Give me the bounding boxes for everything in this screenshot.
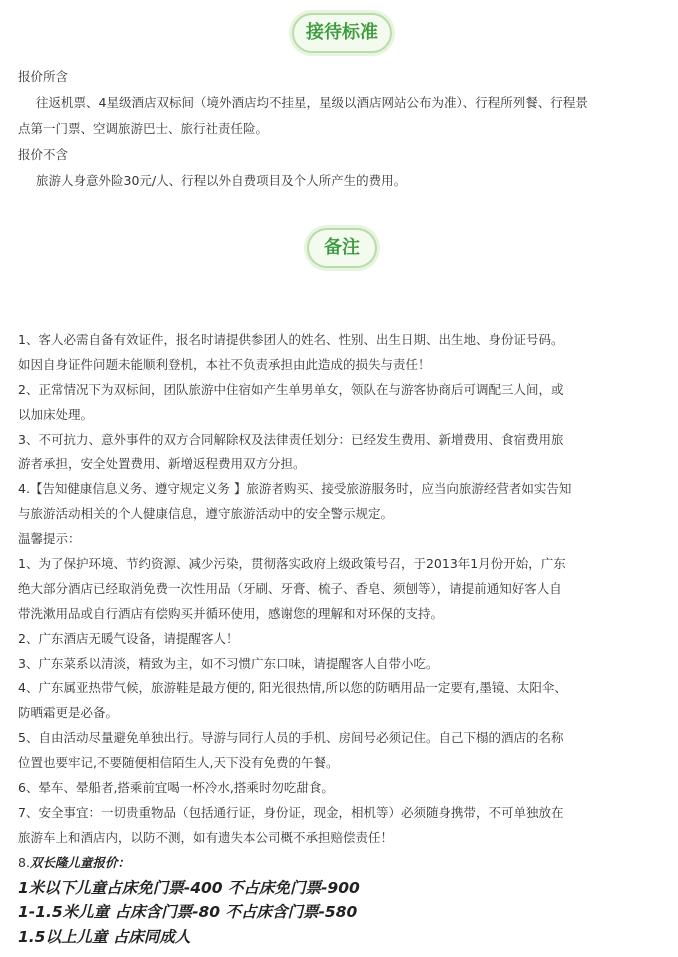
note-line: 4.【告知健康信息义务、遵守规定义务 】旅游者购买、接受旅游服务时，应当向旅游经营者如实告知 <box>18 481 572 497</box>
child-price-line: 1-1.5米儿童 占床含门票-80 不占床含门票-580 <box>18 903 358 922</box>
child-price-heading <box>18 851 666 876</box>
note-line: 旅游车上和酒店内，以防不测，如有遗失本公司概不承担赔偿责任！ <box>18 829 394 845</box>
note-line: 7、安全事宜：一切贵重物品（包括通行证，身份证，现金，相机等）必须随身携带，不可单独放在 <box>18 804 564 820</box>
included-text: 往返机票、4星级酒店双标间（境外酒店均不挂星，星级以酒店网站公布为准）、行程所列餐、行程景 <box>36 95 588 110</box>
note-line: 1、客人必需自备有效证件，报名时请提供参团人的姓名、性别、出生日期、出生地、身份证号码。 <box>18 332 564 347</box>
note-line: 带洗漱用品或自行酒店有偿购买并循环使用，感谢您的理解和对环保的支持。 <box>18 605 444 621</box>
note-line: 2、广东酒店无暖气设备，请提醒客人！ <box>18 630 239 646</box>
excluded-text: 旅游人身意外险30元/人、行程以外自费项目及个人所产生的费用。 <box>36 173 407 188</box>
note-line: 1、为了保护环境、节约资源、减少污染，贯彻落实政府上级政策号召，于2013年1月份开始，广东 <box>18 556 566 572</box>
note-line: 4、广东属亚热带气候，旅游鞋是最方便的, 阳光很热情,所以您的防晒用品一定要有,墨镜、太阳伞、 <box>18 680 567 696</box>
note-line: 3、不可抗力、意外事件的双方合同解除权及法律责任划分：已经发生费用、新增费用、食宿费用旅 <box>18 431 564 447</box>
warm-tips-heading: 温馨提示： <box>18 531 81 547</box>
notes-content <box>18 328 666 950</box>
section-title-reception-standard: 接待标准 <box>292 13 392 53</box>
child-price-line: 1.5以上儿童 占床同成人 <box>18 928 191 947</box>
note-line: 位置也要牢记,不要随便相信陌生人,天下没有免费的午餐。 <box>18 755 339 771</box>
note-line: 与旅游活动相关的个人健康信息，遵守旅游活动中的安全警示规定。 <box>18 506 394 522</box>
note-line: 防晒霜更是必备。 <box>18 705 119 721</box>
note-line: 绝大部分酒店已经取消免费一次性用品（牙刷、牙膏、梳子、香皂、须刨等），请提前通知好客人自 <box>18 580 562 596</box>
included-text-continued: 点第一门票、空调旅游巴士、旅行社责任险。 <box>18 121 269 136</box>
note-line: 6、晕车、晕船者,搭乘前宜喝一杯冷水,搭乘时勿吃甜食。 <box>18 780 334 796</box>
note-line: 3、广东菜系以清淡，精致为主，如不习惯广东口味，请提醒客人自带小吃。 <box>18 655 439 671</box>
child-price-title: 双长隆儿童报价： <box>29 854 130 870</box>
reception-standard-content <box>18 64 666 194</box>
section-title-notes: 备注 <box>307 228 377 268</box>
note-line: 2、正常情况下为双标间，团队旅游中住宿如产生单男单女，领队在与游客协商后可调配三人间，或 <box>18 381 564 397</box>
child-price-number: 8. <box>18 854 30 870</box>
note-line: 游者承担，安全处置费用、新增返程费用双方分担。 <box>18 456 306 472</box>
included-label: 报价所含 <box>18 69 69 84</box>
note-line: 如因自身证件问题未能顺利登机，本社不负责承担由此造成的损失与责任！ <box>18 356 431 372</box>
note-line: 5、自由活动尽量避免单独出行。导游与同行人员的手机、房间号必须记住。自己下榻的酒店的名称 <box>18 730 564 746</box>
child-price-line: 1米以下儿童占床免门票-400 不占床免门票-900 <box>18 878 360 897</box>
note-line: 以加床处理。 <box>18 406 94 422</box>
excluded-label: 报价不含 <box>18 147 69 162</box>
